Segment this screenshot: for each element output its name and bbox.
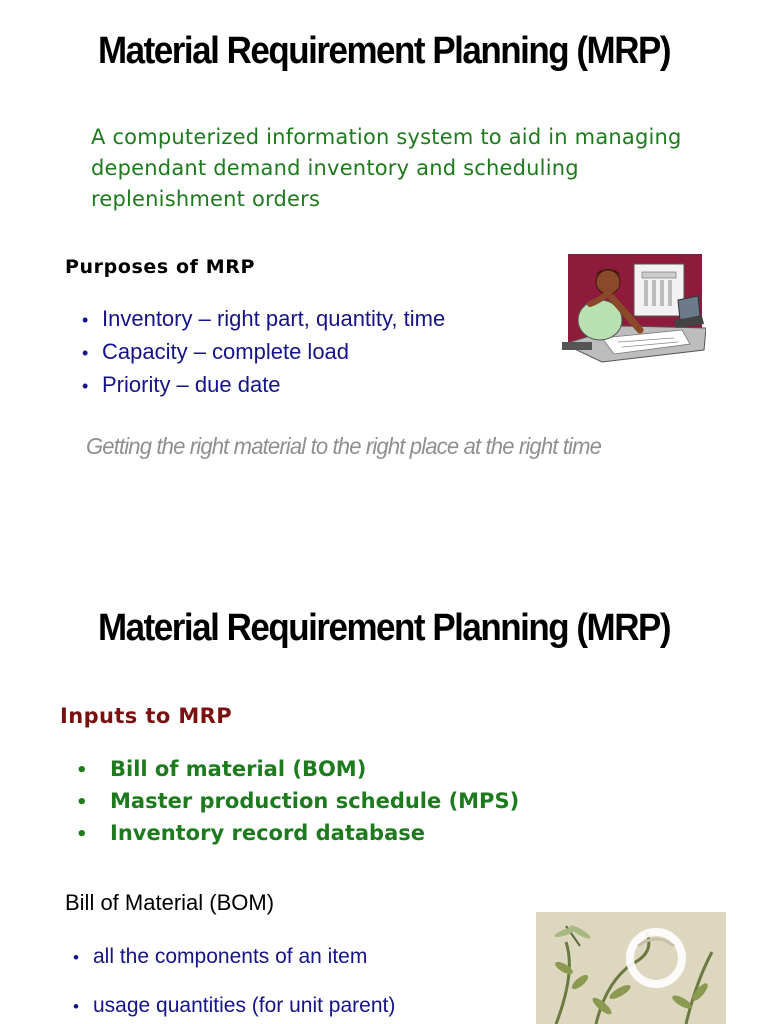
bom-heading: Bill of Material (BOM) bbox=[65, 890, 275, 915]
list-item-text: all the components of an item bbox=[93, 945, 368, 968]
bom-list-continued bbox=[73, 994, 395, 1018]
bullet-icon: • bbox=[76, 792, 88, 813]
list-item-text: Inventory record database bbox=[110, 821, 425, 845]
inputs-list bbox=[76, 754, 519, 850]
slide1-title: Material Requirement Planning (MRP) bbox=[97, 30, 671, 72]
list-item bbox=[82, 336, 445, 369]
bullet-icon: • bbox=[73, 948, 79, 967]
list-item bbox=[76, 786, 519, 818]
list-item bbox=[73, 945, 367, 969]
bullet-icon: • bbox=[76, 760, 88, 781]
bullet-icon: • bbox=[73, 997, 79, 1016]
list-item bbox=[73, 994, 395, 1018]
bullet-icon: • bbox=[82, 343, 89, 363]
list-item bbox=[76, 818, 519, 850]
list-item-text: Master production schedule (MPS) bbox=[110, 789, 520, 813]
bullet-icon: • bbox=[82, 310, 89, 330]
list-item-text: Priority – due date bbox=[102, 372, 281, 397]
list-item-text: Bill of material (BOM) bbox=[110, 757, 367, 781]
list-item-text: Capacity – complete load bbox=[102, 339, 350, 364]
bullet-icon: • bbox=[76, 824, 88, 845]
list-item bbox=[82, 303, 445, 336]
list-item-text: Inventory – right part, quantity, time bbox=[102, 306, 446, 331]
bullet-icon: • bbox=[82, 376, 89, 396]
list-item bbox=[76, 754, 519, 786]
tagline: Getting the right material to the right place at the right time bbox=[86, 433, 602, 459]
list-item-text: usage quantities (for unit parent) bbox=[93, 994, 396, 1017]
bom-list bbox=[73, 945, 367, 969]
mrp-definition: A computerized information system to aid in managing dependant demand inventory and scheduling replenishment orders bbox=[91, 125, 682, 211]
purposes-list bbox=[82, 303, 445, 402]
inputs-heading: Inputs to MRP bbox=[60, 704, 233, 728]
purposes-heading: Purposes of MRP bbox=[65, 256, 255, 278]
list-item bbox=[82, 369, 445, 402]
floral-dragonfly-clipart-icon bbox=[536, 912, 726, 1024]
slide2-title: Material Requirement Planning (MRP) bbox=[97, 607, 671, 649]
office-worker-clipart-icon bbox=[562, 246, 706, 364]
